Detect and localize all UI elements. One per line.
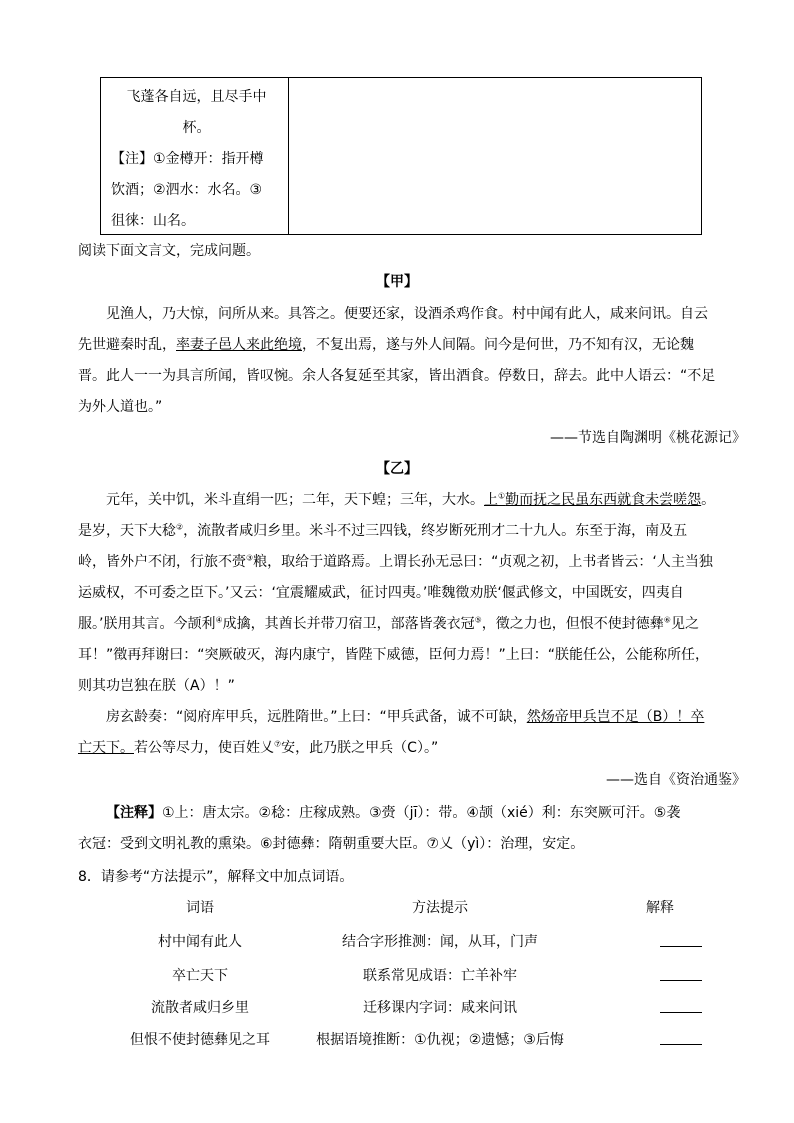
intro-text: 阅读下面文言文，完成问题。 (78, 243, 260, 259)
hint-cell: 根据语境推断：①仇视；②遗憾；③后悔 (316, 1032, 564, 1048)
hint-cell: 联系常见成语：亡羊补牢 (363, 968, 517, 984)
column-header: 方法提示 (412, 900, 468, 916)
word-cell: 但恨不使封德彝见之耳 (130, 1032, 270, 1048)
column-header: 词语 (186, 900, 214, 916)
jia-heading: 【甲】 (376, 274, 418, 290)
jia-line: 晋。此人一一为具言所闻，皆叹惋。余人各复延至其家，皆出酒食。停数日，辞去。此中人语云：“不足 (78, 368, 716, 384)
column-header: 解释 (646, 900, 674, 916)
underlined-sentence: 上①勤而抚之民虽东西就食未尝嗟怨 (484, 491, 702, 508)
yi-line: 是岁，天下大稔②，流散者咸归乡里。米斗不过三四钱，终岁断死刑才二十九人。东至于海，南及五 (78, 522, 688, 539)
poem-line: 飞蓬各自远，且尽手中 (126, 89, 267, 105)
yi-heading: 【乙】 (376, 461, 418, 477)
jia-line: 见渔人，乃大惊，问所从来。具答之。便要还家，设酒杀鸡作食。村中闻有此人，咸来问讯。自云 (106, 306, 708, 322)
yi-line: 耳！”徵再拜谢曰：“突厥破灭，海内康宁，皆陛下威德，臣何力焉！”上曰：“朕能任公，公能称所任， (78, 647, 710, 663)
poem-note: 饮酒；②泗水：水名。③ (111, 182, 263, 198)
empty-answer-cell (289, 78, 701, 234)
jia-line: 先世避秦时乱，率妻子邑人来此绝境，不复出焉，遂与外人间隔。问今是何世，乃不知有汉，无论魏 (78, 337, 694, 353)
poem-table (100, 77, 702, 235)
word-cell: 村中闻有此人 (158, 934, 242, 950)
notes-line: 【注释】①上：唐太宗。②稔：庄稼成熟。③赍（jī）：带。④颉（xié）利：东突厥可汗。⑤袭 (106, 805, 681, 821)
word-cell: 流散者咸归乡里 (151, 1000, 249, 1016)
yi-line: 运威权，不可委之臣下。’又云：‘宜震耀威武，征讨四夷。’唯魏徵劝朕‘偃武修文，中国既安，四夷自 (78, 585, 684, 601)
word-cell: 卒亡天下 (172, 968, 228, 984)
yi-source: ——选自《资治通鉴》 (606, 772, 746, 788)
poem-note: 【注】①金樽开：指开樽 (111, 151, 264, 167)
notes-line: 衣冠：受到文明礼教的熏染。⑥封德彝：隋朝重要大臣。⑦乂（yì）：治理，安定。 (78, 836, 585, 852)
yi-line: 服。’朕用其言。今颉利④成擒，其酋长并带刀宿卫，部落皆袭衣冠⑤，徵之力也，但恨不使封德彝⑥见之 (78, 615, 699, 632)
yi-line: 元年，关中饥，米斗直绢一匹；二年，天下蝗；三年，大水。上①勤而抚之民虽东西就食未尝嗟怨。 (106, 491, 716, 508)
jia-line: 为外人道也。” (78, 399, 163, 415)
yi-line: 则其功岂独在朕（A）！” (78, 678, 235, 694)
poem-line: 杯。 (182, 120, 211, 136)
jia-source: ——节选自陶渊明《桃花源记》 (550, 430, 746, 446)
underlined-sentence: 率妻子邑人来此绝境 (176, 337, 302, 353)
poem-cell (101, 78, 289, 234)
underlined-sentence: 亡天下。 (78, 740, 134, 756)
hint-cell: 迁移课内字词：咸来问讯 (363, 1000, 517, 1016)
yi-line: 房玄龄奏：“阅府库甲兵，远胜隋世。”上曰：“甲兵武备，诚不可缺，然炀帝甲兵岂不足（B）！卒 (106, 709, 705, 725)
yi-line: 亡天下。若公等尽力，使百姓乂⑦安，此乃朕之甲兵（C）。” (78, 739, 439, 756)
question-text: 8．请参考“方法提示”，解释文中加点词语。 (78, 869, 354, 885)
underlined-sentence: 然炀帝甲兵岂不足（B）！卒 (526, 709, 705, 725)
yi-line: 岭，皆外户不闭，行旅不赍③粮，取给于道路焉。上谓长孙无忌曰：“贞观之初，上书者皆云：‘人主当独 (78, 553, 713, 570)
hint-cell: 结合字形推测：闻，从耳，门声 (342, 934, 538, 950)
poem-note: 徂徕：山名。 (111, 213, 195, 229)
